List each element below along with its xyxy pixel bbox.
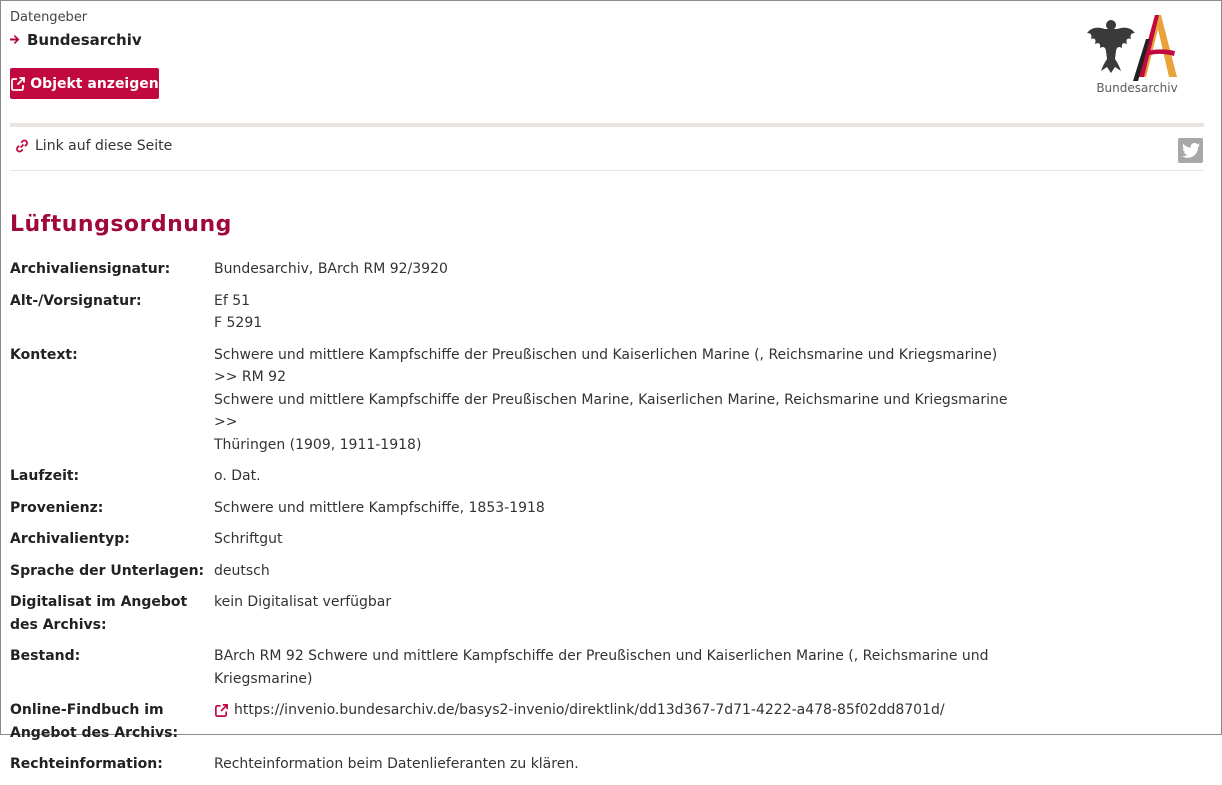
divider bbox=[10, 123, 1204, 127]
metadata-value-line: Ef 51 bbox=[214, 292, 251, 309]
metadata-label: Archivalientyp: bbox=[10, 531, 130, 547]
metadata-value-line: Schwere und mittlere Kampfschiffe der Preußischen Marine, Kaiserlichen Marine, Reichsmarine und Kriegsmarine >> bbox=[214, 391, 1008, 430]
metadata-value bbox=[214, 258, 1014, 281]
metadata-row bbox=[10, 465, 1110, 488]
metadata-row bbox=[10, 344, 1110, 457]
metadata-value-line: BArch RM 92 Schwere und mittlere Kampfschiffe der Preußischen und Kaiserlichen Marine (, Reichsmarine und bbox=[214, 648, 989, 664]
metadata-row bbox=[10, 645, 1110, 690]
metadata-row bbox=[10, 753, 1110, 776]
federal-eagle-logo bbox=[1083, 11, 1191, 81]
metadata-value-line: o. Dat. bbox=[214, 468, 261, 484]
metadata-label: Digitalisat im Angebot des Archivs: bbox=[10, 594, 188, 633]
metadata-value bbox=[214, 528, 1014, 551]
metadata-value-line: Thüringen (1909, 1911-1918) bbox=[214, 436, 422, 453]
metadata-row bbox=[10, 528, 1110, 551]
logo-caption: Bundesarchiv bbox=[1096, 81, 1178, 95]
metadata-label: Provenienz: bbox=[10, 499, 104, 516]
metadata-value bbox=[214, 753, 1014, 776]
metadata-row bbox=[10, 258, 1110, 281]
data-provider-section bbox=[10, 10, 142, 49]
metadata-value bbox=[214, 497, 1014, 520]
metadata-value-line: Schriftgut bbox=[214, 531, 283, 547]
metadata-list bbox=[10, 258, 1110, 785]
metadata-value-line: deutsch bbox=[214, 562, 270, 579]
provider-name[interactable]: Bundesarchiv bbox=[27, 31, 142, 49]
metadata-value-line: Schwere und mittlere Kampfschiffe der Preußischen und Kaiserlichen Marine (, Reichsmarine und Kriegsmarine) >> RM 92 bbox=[214, 346, 998, 385]
metadata-label: Bestand: bbox=[10, 648, 81, 664]
metadata-value bbox=[214, 344, 1014, 457]
metadata-label: Archivaliensignatur: bbox=[10, 261, 171, 277]
online-findbuch-link[interactable] bbox=[214, 699, 1014, 722]
metadata-label: Laufzeit: bbox=[10, 468, 80, 484]
metadata-value-line: kein Digitalisat verfügbar bbox=[214, 594, 392, 610]
metadata-row bbox=[10, 497, 1110, 520]
arrow-right-icon bbox=[10, 33, 20, 48]
metadata-row bbox=[10, 591, 1110, 636]
show-object-label: Objekt anzeigen bbox=[30, 75, 159, 92]
metadata-label: Online-Findbuch im Angebot des Archivs: bbox=[10, 702, 179, 741]
metadata-value-line: Schwere und mittlere Kampfschiffe, 1853-1918 bbox=[214, 499, 545, 516]
show-object-button[interactable] bbox=[10, 68, 159, 99]
metadata-value bbox=[214, 560, 1014, 583]
metadata-value bbox=[214, 290, 1014, 335]
twitter-icon bbox=[1182, 143, 1200, 158]
metadata-value-line: Rechteinformation beim Datenlieferanten zu klären. bbox=[214, 756, 579, 772]
metadata-value bbox=[214, 699, 1014, 744]
provider-caption: Datengeber bbox=[10, 10, 88, 25]
metadata-row bbox=[10, 699, 1110, 744]
metadata-label: Alt-/Vorsignatur: bbox=[10, 292, 142, 309]
metadata-label: Sprache der Unterlagen: bbox=[10, 562, 205, 579]
online-findbuch-url[interactable]: https://invenio.bundesarchiv.de/basys2-invenio/direktlink/dd13d367-7d71-4222-a478-85f02dd8701d/ bbox=[234, 702, 945, 718]
external-link-icon bbox=[10, 76, 26, 92]
provider-link[interactable] bbox=[10, 31, 142, 49]
metadata-value-line: Bundesarchiv, BArch RM 92/3920 bbox=[214, 261, 448, 277]
metadata-value bbox=[214, 645, 1014, 690]
metadata-row bbox=[10, 290, 1110, 335]
chain-link-icon bbox=[14, 138, 30, 154]
permalink-label[interactable]: Link auf diese Seite bbox=[35, 138, 173, 154]
external-link-icon bbox=[214, 703, 229, 718]
metadata-row bbox=[10, 560, 1110, 583]
divider bbox=[10, 170, 1204, 171]
bundesarchiv-logo bbox=[1083, 11, 1191, 101]
twitter-share-button[interactable] bbox=[1178, 138, 1203, 163]
record-title: Lüftungsordnung bbox=[10, 212, 232, 237]
metadata-value-line: F 5291 bbox=[214, 315, 263, 331]
metadata-value-line: Kriegsmarine) bbox=[214, 670, 313, 687]
metadata-value bbox=[214, 591, 1014, 636]
metadata-value bbox=[214, 465, 1014, 488]
metadata-label: Kontext: bbox=[10, 346, 78, 363]
permalink-link[interactable] bbox=[14, 138, 172, 154]
metadata-label: Rechteinformation: bbox=[10, 756, 163, 772]
